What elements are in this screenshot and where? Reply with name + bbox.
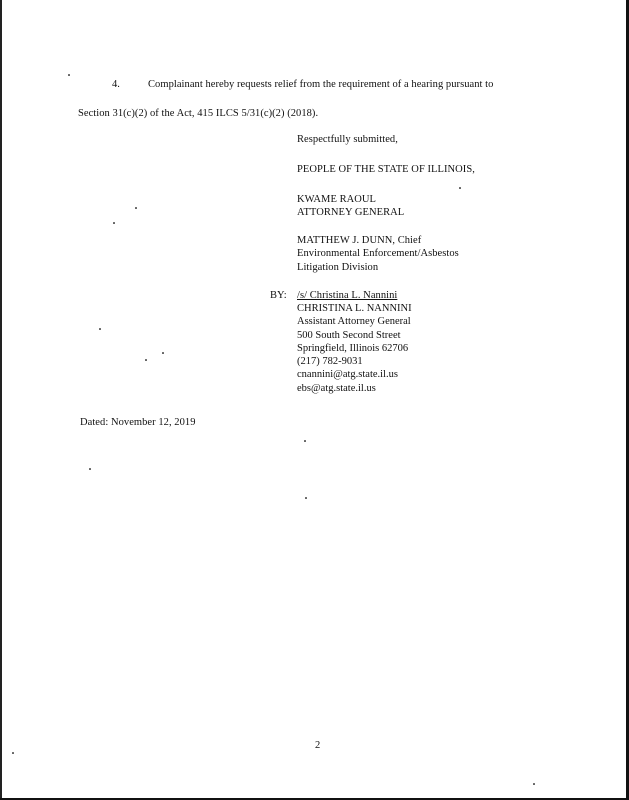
attorney-general-title: ATTORNEY GENERAL	[297, 207, 405, 218]
signer-name: CHRISTINA L. NANNINI	[297, 303, 412, 314]
by-label: BY:	[270, 290, 287, 301]
signer-title: Assistant Attorney General	[297, 316, 411, 328]
address-line-1: 500 South Second Street	[297, 329, 401, 341]
scan-speck	[304, 440, 306, 442]
scan-speck	[99, 328, 101, 330]
scan-speck	[12, 752, 14, 754]
respectfully-submitted: Respectfully submitted,	[297, 134, 398, 145]
scan-speck	[162, 352, 164, 354]
address-line-2: Springfield, Illinois 62706	[297, 342, 409, 354]
scan-speck	[68, 74, 70, 76]
paragraph-number: 4.	[112, 79, 120, 90]
scan-speck	[135, 207, 137, 209]
scan-speck	[89, 468, 91, 470]
division-chief-name: MATTHEW J. DUNN, Chief	[297, 235, 422, 246]
dated-line: Dated: November 12, 2019	[80, 417, 196, 428]
scan-speck	[459, 187, 461, 189]
scan-speck	[145, 359, 147, 361]
paragraph-line-2: Section 31(c)(2) of the Act, 415 ILCS 5/31(c)(2) (2018).	[78, 108, 319, 119]
attorney-general-name: KWAME RAOUL	[297, 194, 377, 205]
division-name-line-2: Litigation Division	[297, 262, 379, 273]
paragraph-line-1: Complainant hereby requests relief from the requirement of a hearing pursuant to	[148, 79, 494, 90]
electronic-signature: /s/ Christina L. Nannini	[297, 290, 398, 301]
scan-speck	[113, 222, 115, 224]
people-of-state: PEOPLE OF THE STATE OF ILLINOIS,	[297, 164, 475, 175]
signature-block	[297, 302, 412, 395]
scan-speck	[305, 497, 307, 499]
page-number: 2	[315, 740, 321, 751]
phone-number: (217) 782-9031	[297, 356, 363, 368]
scan-speck	[533, 783, 535, 785]
scan-edge-left	[0, 0, 2, 800]
email-secondary: ebs@atg.state.il.us	[297, 382, 376, 394]
division-name-line-1: Environmental Enforcement/Asbestos	[297, 248, 459, 259]
email-primary: cnannini@atg.state.il.us	[297, 369, 398, 381]
